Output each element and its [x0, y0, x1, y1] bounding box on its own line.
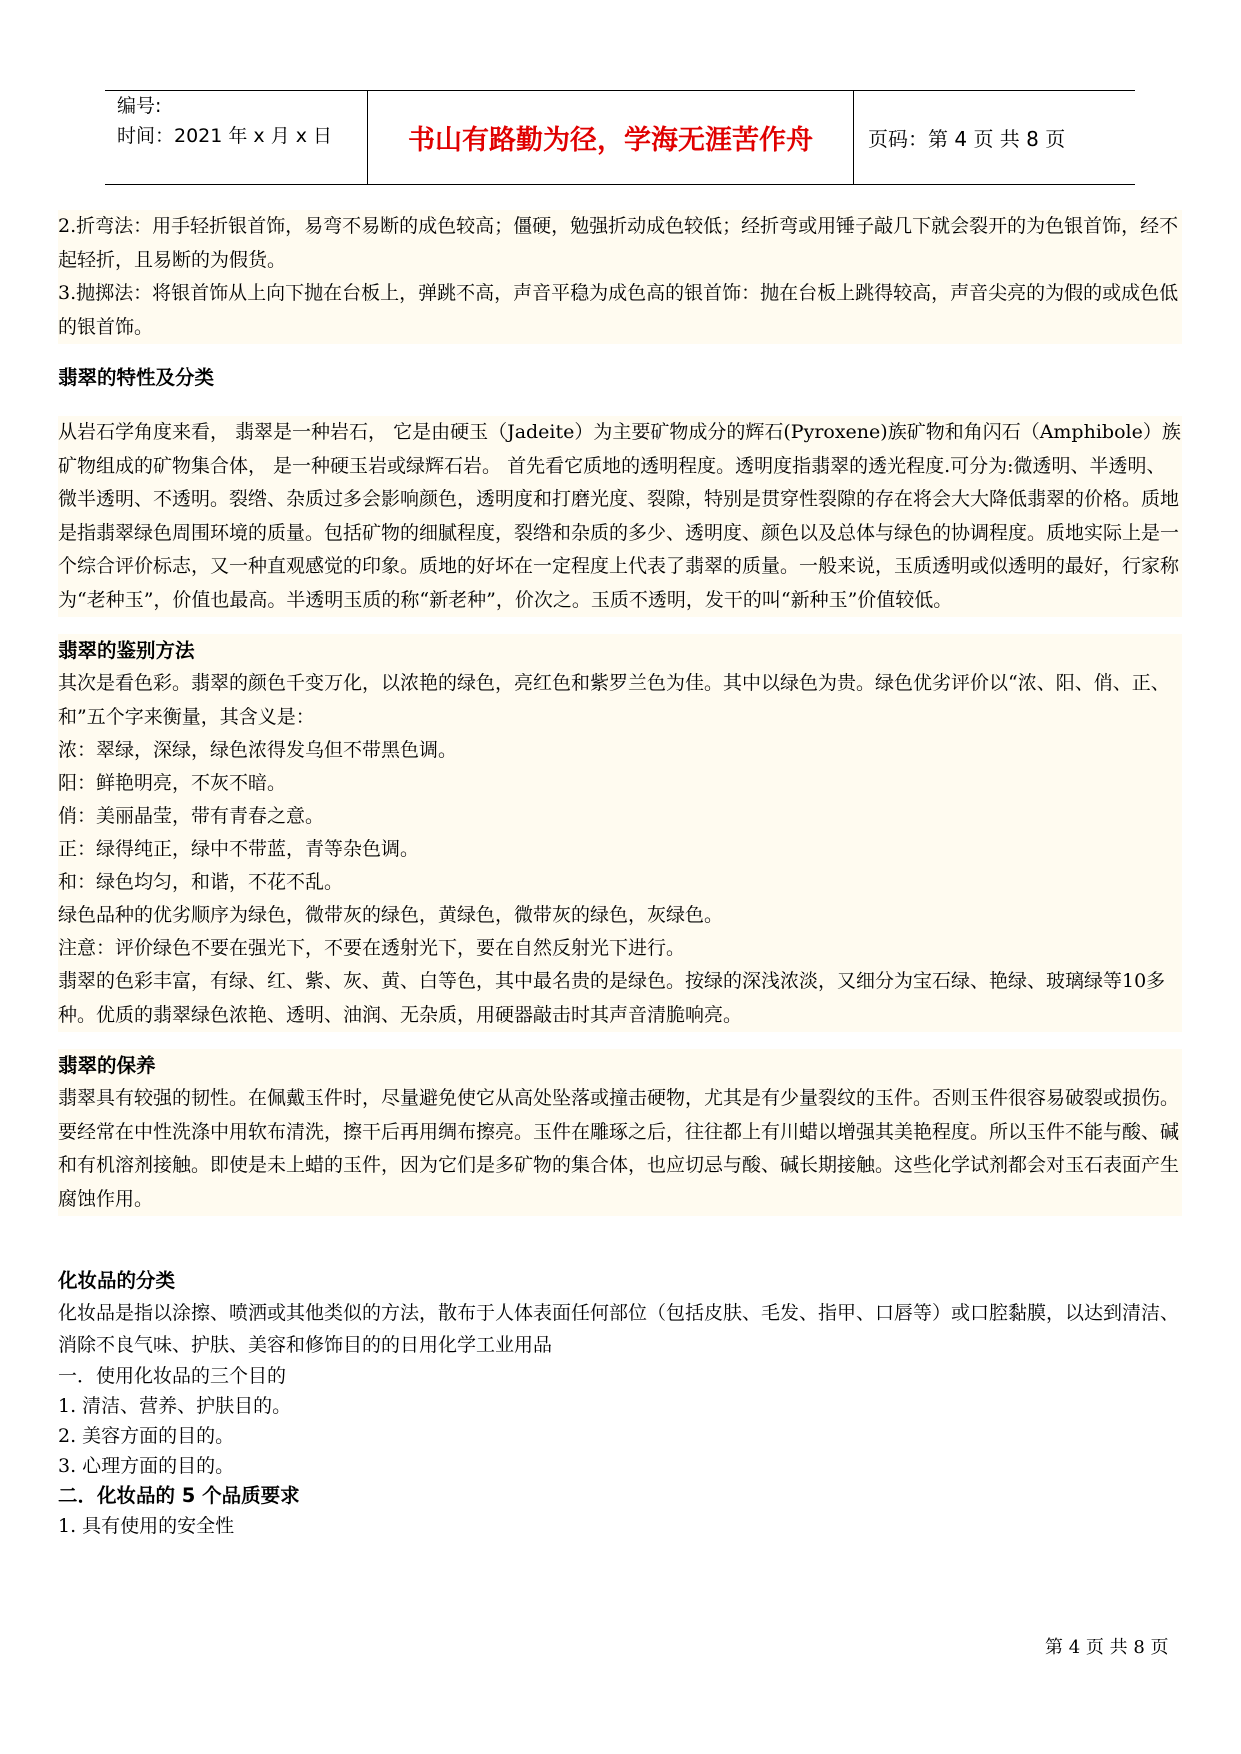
- jade-line-nong: 浓：翠绿，深绿，绿色浓得发乌但不带黑色调。: [58, 739, 458, 761]
- header-page-info: 页码：第 4 页 共 8 页: [868, 127, 1066, 151]
- page-header: [105, 90, 1135, 185]
- header-motto: 书山有路勤为径，学海无涯苦作舟: [408, 125, 813, 156]
- jade-line-order: 绿色品种的优劣顺序为绿色，微带灰的绿色，黄绿色，微带灰的绿色，灰绿色。: [58, 904, 724, 926]
- cosmetics-purpose-item: 1. 清洁、营养、护肤目的。: [58, 1395, 292, 1417]
- document-body: [58, 210, 1182, 1541]
- cosmetics-purpose-item: 3. 心理方面的目的。: [58, 1455, 235, 1477]
- header-left-cell: [105, 91, 368, 184]
- jade-line-he: 和：绿色均匀，和谐，不花不乱。: [58, 871, 344, 893]
- jade-identify-heading: 翡翠的鉴别方法: [58, 639, 195, 662]
- cosmetics-purpose-title: 一．使用化妆品的三个目的: [58, 1365, 287, 1387]
- header-page-cell: [854, 91, 1135, 184]
- doc-time-label: 时间：2021 年 x 月 x 日: [117, 125, 333, 147]
- header-motto-cell: [368, 91, 854, 184]
- cosmetics-quality-item: 1. 具有使用的安全性: [58, 1515, 235, 1537]
- silver-throw-method: 3.抛掷法：将银首饰从上向下抛在台板上，弹跳不高，声音平稳为成色高的银首饰：抛在台板上跳得较高，声音尖亮的为假的或成色低的银首饰。: [58, 282, 1179, 338]
- jade-care-section: [58, 1049, 1182, 1216]
- jade-care-heading: 翡翠的保养: [58, 1054, 156, 1077]
- jade-line-qiao: 俏：美丽晶莹，带有青春之意。: [58, 805, 325, 827]
- page-footer: 第 4 页 共 8 页: [1045, 1637, 1169, 1658]
- jade-line-note: 注意：评价绿色不要在强光下，不要在透射光下，要在自然反射光下进行。: [58, 937, 686, 959]
- jade-identify-intro: 其次是看色彩。翡翠的颜色千变万化，以浓艳的绿色，亮红色和紫罗兰色为佳。其中以绿色为贵。绿色优劣评价以“浓、阳、俏、正、和”五个字来衡量，其含义是：: [58, 672, 1170, 728]
- jade-identify-section: [58, 634, 1182, 1032]
- silver-section: [58, 210, 1182, 344]
- jade-properties-section: [58, 416, 1182, 617]
- jade-identify-closing: 翡翠的色彩丰富，有绿、红、紫、灰、黄、白等色，其中最名贵的是绿色。按绿的深浅浓淡，又细分为宝石绿、艳绿、玻璃绿等10多种。优质的翡翠绿色浓艳、透明、油润、无杂质，用硬器敲击时其声音清脆响亮。: [58, 970, 1166, 1026]
- jade-properties-text: 从岩石学角度来看， 翡翠是一种岩石， 它是由硬玉（Jadeite）为主要矿物成分的辉石(Pyroxene)族矿物和角闪石（Amphibole）族矿物组成的矿物集合体， 是一种硬玉岩或绿辉石岩。 首先看它质地的透明程度。透明度指翡翠的透光程度.可分为:微透明、半透明、微半透明、不透明。裂绺、杂质过多会影响颜色，透明度和打磨光度、裂隙，特别是贯穿性裂隙的存在将会大大降低翡翠的价格。质地是指翡翠绿色周围环境的质量。包括矿物的细腻程度，裂绺和杂质的多少、透明度、颜色以及总体与绿色的协调程度。质地实际上是一个综合评价标志，又一种直观感觉的印象。质地的好坏在一定程度上代表了翡翠的质量。一般来说，玉质透明或似透明的最好，行家称为“老种玉”，价值也最高。半透明玉质的称“新老种”，价次之。玉质不透明，发干的叫“新种玉”价值较低。: [58, 421, 1181, 611]
- jade-properties-heading: 翡翠的特性及分类: [58, 366, 215, 389]
- jade-line-zheng: 正：绿得纯正，绿中不带蓝，青等杂色调。: [58, 838, 420, 860]
- cosmetics-definition: 化妆品是指以涂擦、喷洒或其他类似的方法，散布于人体表面任何部位（包括皮肤、毛发、指甲、口唇等）或口腔黏膜，以达到清洁、消除不良气味、护肤、美容和修饰目的的日用化学工业用品: [58, 1302, 1180, 1356]
- cosmetics-purpose-item: 2. 美容方面的目的。: [58, 1425, 235, 1447]
- cosmetics-quality-title: 二．化妆品的 5 个品质要求: [58, 1484, 300, 1507]
- silver-bend-method: 2.折弯法：用手轻折银首饰，易弯不易断的成色较高；僵硬，勉强折动成色较低；经折弯或用锤子敲几下就会裂开的为色银首饰，经不起轻折，且易断的为假货。: [58, 215, 1179, 271]
- jade-care-text: 翡翠具有较强的韧性。在佩戴玉件时，尽量避免使它从高处坠落或撞击硬物，尤其是有少量裂纹的玉件。否则玉件很容易破裂或损伤。要经常在中性洗涤中用软布清洗，擦干后再用绸布擦亮。玉件在雕琢之后，往往都上有川蜡以增强其美艳程度。所以玉件不能与酸、碱和有机溶剂接触。即使是未上蜡的玉件，因为它们是多矿物的集合体，也应切忌与酸、碱长期接触。这些化学试剂都会对玉石表面产生腐蚀作用。: [58, 1087, 1180, 1210]
- jade-line-yang: 阳：鲜艳明亮，不灰不暗。: [58, 772, 287, 794]
- cosmetics-heading: 化妆品的分类: [58, 1269, 176, 1292]
- doc-number-label: 编号:: [117, 95, 162, 117]
